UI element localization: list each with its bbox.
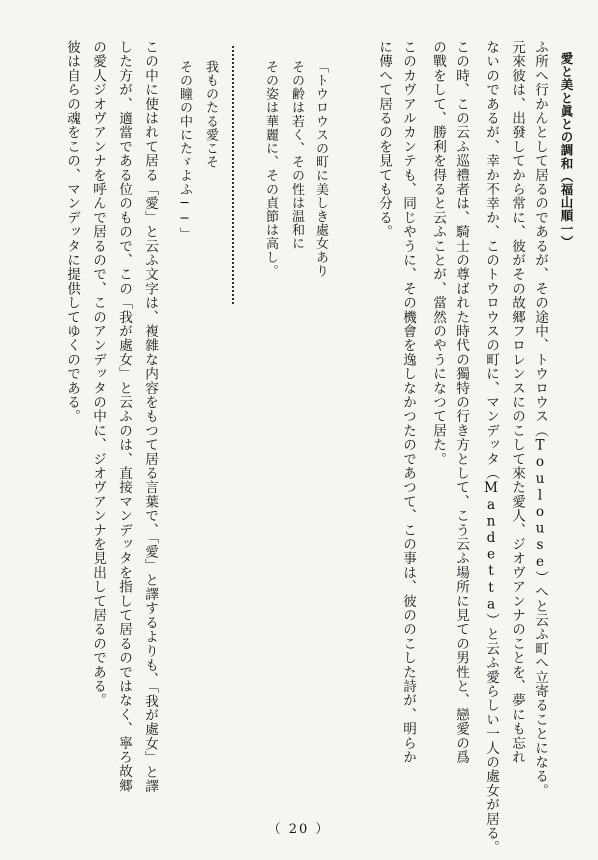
paragraph-line: した方が、適當である位のもので、この「我が處女」と云ふのは、直接マンデッタを指して居るのではなく、寧ろ故郷	[116, 40, 132, 793]
poem-line: その齢は若く、その性は温和に	[289, 60, 304, 251]
paragraph-line: に傳へて居るのを見ても分る。	[376, 40, 392, 239]
paragraph-line: 元來彼は、出發してから常に、彼がその故郷フロレンスにのこして來た愛人、ジオヴアンナのことを、夢にも忘れ	[509, 40, 525, 765]
poem-line: 我ものたる愛こそ	[203, 60, 218, 169]
paragraph-line: ふ所へ行かんとして居るのであるが、その途中、トウロウス（Toulouse）へと云ふ町へ立寄ることになる。	[532, 40, 548, 798]
paragraph-line: 彼は自らの魂をこの、マンデッタに提供してゆくのである。	[64, 40, 80, 424]
paragraph-line: の愛人ジオヴアンナを呼んで居るので、このアンデッタの中に、ジオヴアンナを見出して居るのである。	[90, 40, 106, 708]
poem-divider	[232, 46, 234, 304]
paragraph-line: の戰をして、勝利を得ると云ふことが、當然のやうになつて居た。	[430, 40, 446, 466]
poem-line: その姿は華麗に、その貞節は高し。	[263, 60, 278, 278]
paragraph-line: この中に使はれて居る「愛」と云ふ文字は、複雜な内容をもつて居る言葉で、「愛」と譯するよりも、「我が處女」と譯	[142, 40, 158, 794]
paragraph-line: このカヴアルカンテも、同じやうに、その機會を逸しなかつたのであつて、この事は、彼ののこした詩が、明らか	[400, 40, 416, 765]
paragraph-line: この時、この云ふ巡禮者は、騎士の尊ばれた時代の獨特の行き方として、こう云ふ場所に見ての男性と、戀愛の爲	[453, 40, 469, 765]
poem-line: その瞳の中にたゞよふ──」	[177, 60, 192, 241]
poem-line: 「トウロウスの町に美しき處女あり	[313, 60, 328, 278]
running-header: 愛と美と眞との調和（福山順一）	[559, 52, 574, 249]
page-number: （ 20 ）	[267, 822, 331, 837]
paragraph-line: ないのであるが、幸か不幸か、このトウロウスの町に、マンデッタ（Mandetta）と云ふ愛らしい一人の處女が居る。	[483, 40, 499, 855]
